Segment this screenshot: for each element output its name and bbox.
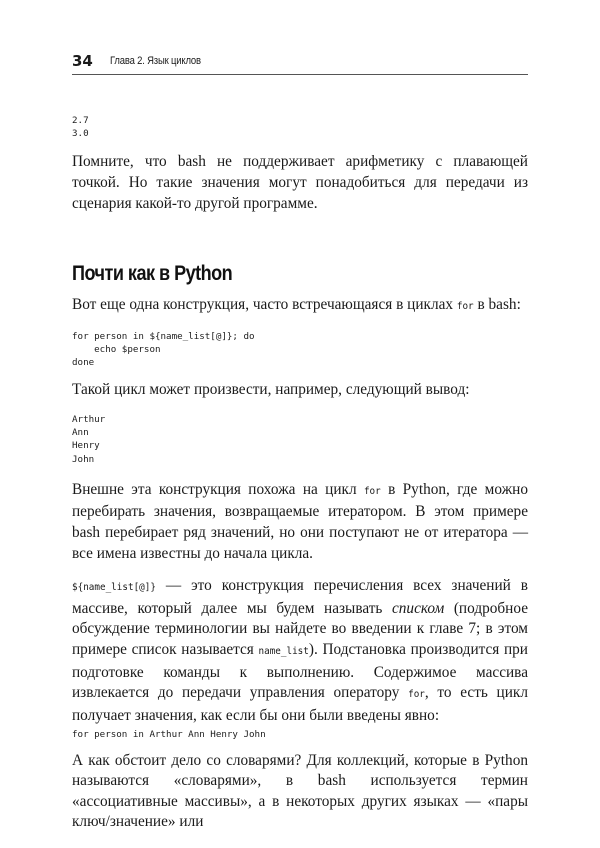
emphasis-list: списком bbox=[391, 599, 445, 617]
paragraph-python-comparison: Внешне эта конструкция похожа на цикл for в Python, где можно перебирать значения, возвращаемые итератором. В этом примере bash перебирает ряд значений, но они поступают не от итератора — все имена известны до начала цикла. bbox=[72, 480, 528, 562]
paragraph-output-intro: Такой цикл может произвести, например, следующий вывод: bbox=[72, 381, 470, 399]
code-output-numbers: 2.7 3.0 bbox=[72, 115, 89, 140]
section-heading: Почти как в Python bbox=[72, 262, 233, 286]
inline-code-for: for bbox=[408, 689, 425, 701]
page-body bbox=[72, 106, 528, 833]
running-header bbox=[72, 54, 528, 74]
inline-code-name-list-expansion: ${name_list[@]} bbox=[72, 582, 156, 594]
inline-code-for: for bbox=[363, 485, 381, 497]
paragraph-floating-point: Помните, что bash не поддерживает арифметику с плавающей точкой. Но такие значения могут понадобиться для передачи из сценария какой-то другой программе. bbox=[72, 153, 528, 212]
header-rule bbox=[72, 74, 528, 75]
inline-code-name-list: name_list bbox=[258, 645, 309, 657]
page-number: 34 bbox=[72, 52, 93, 70]
code-output-names: Arthur Ann Henry John bbox=[72, 413, 106, 465]
chapter-title: Глава 2. Язык циклов bbox=[110, 55, 201, 67]
paragraph-array-expansion: ${name_list[@]} — это конструкция перечисления всех значений в массиве, который далее мы будем называть списком (подробное обсуждение терминологии вы найдете во введении к главе 7; в этом примере список называется name_list). Подстановка производится при подготовке команды к выполнению. Содержимое массива извлекается до передачи управления оператору for, то есть цикл получает значения, как если бы они были введены явно: bbox=[72, 577, 528, 724]
paragraph-construct-intro: Вот еще одна конструкция, часто встречающаяся в циклах for в bash: bbox=[72, 296, 521, 314]
inline-code-for: for bbox=[456, 301, 474, 313]
code-expanded-loop: for person in Arthur Ann Henry John bbox=[72, 729, 266, 741]
code-for-loop: for person in ${name_list[@]}; do echo $person done bbox=[72, 330, 255, 369]
paragraph-dictionaries: А как обстоит дело со словарями? Для коллекций, которые в Python называются «словарями», в bash используется термин «ассоциативные массивы», а в некоторых других языках — «пары ключ/значение» или bbox=[72, 751, 528, 831]
